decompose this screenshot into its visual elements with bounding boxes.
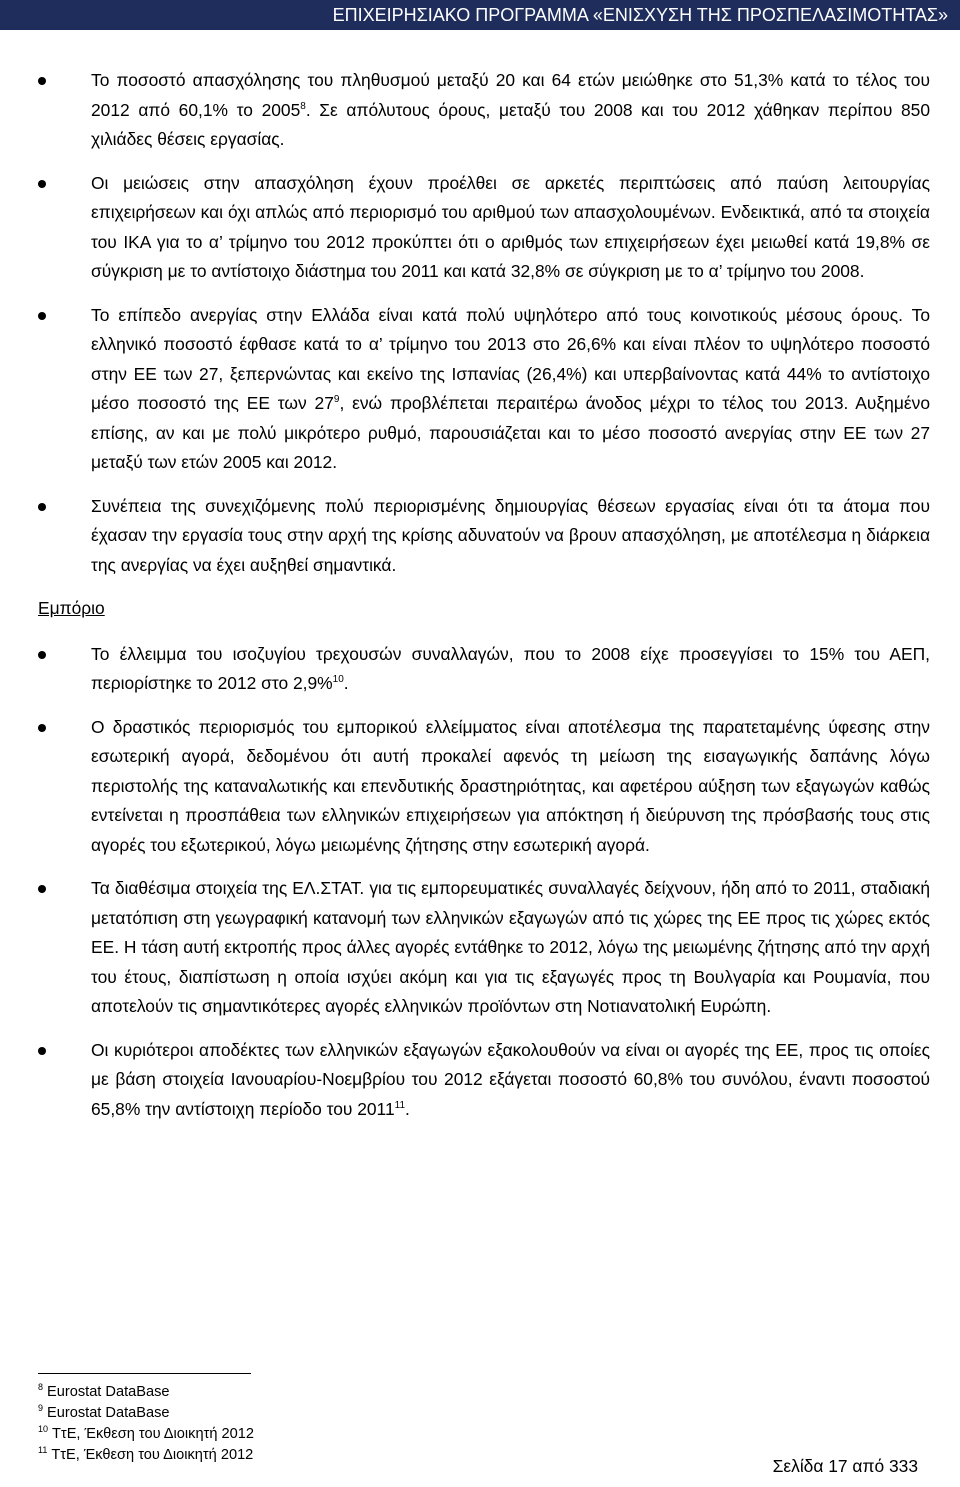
footnote-number: 9 <box>38 1403 44 1414</box>
bullet-icon <box>38 885 46 893</box>
bullet-icon <box>38 503 46 511</box>
bullet-icon <box>38 1047 46 1055</box>
trade-bullet-list <box>38 640 930 1125</box>
list-item <box>38 301 930 478</box>
list-item <box>38 169 930 287</box>
footnote <box>38 1424 254 1445</box>
paragraph-text: Το ποσοστό απασχόλησης του πληθυσμού μεταξύ 20 και 64 ετών μειώθηκε στο 51,3% κατά το τέλος του 2012 από 60,1% το 2005 <box>91 70 930 120</box>
bullet-icon <box>38 312 46 320</box>
document-header <box>0 0 960 30</box>
document-body <box>38 66 930 1138</box>
list-item <box>38 874 930 1022</box>
paragraph-text: . <box>343 673 349 693</box>
footnote-ref[interactable]: 11 <box>394 1099 406 1111</box>
footnote-text: Eurostat DataBase <box>47 1384 170 1400</box>
list-item <box>38 66 930 155</box>
paragraph-text: . Σε απόλυτους όρους, μεταξύ του 2008 και του 2012 χάθηκαν περίπου 850 χιλιάδες θέσεις εργασίας. <box>91 99 930 149</box>
list-item <box>38 640 930 699</box>
paragraph-text: Τα διαθέσιμα στοιχεία της ΕΛ.ΣΤΑΤ. για τις εμπορευματικές συναλλαγές δείχνουν, ήδη από το 2011, σταδιακή μετατόπιση στη γεωγραφική κατανομή των ελληνικών εξαγωγών από τις χώρες της ΕΕ προς τις χώρες εκτός ΕΕ. Η τάση αυτή εκτροπής προς άλλες αγορές εντάθηκε το 2012, λόγω της μειωμένης ζήτησης από την αρχή του έτους, διαπίστωση η οποία ισχύει ακόμη και για τις εξαγωγές προς τη Βουλγαρία και Ρουμανία, που αποτελούν τις σημαντικότερες αγορές ελληνικών προϊόντων στη Νοτιανατολική Ευρώπη. <box>91 878 930 1016</box>
list-item <box>38 1036 930 1125</box>
footnote <box>38 1445 254 1466</box>
paragraph-text: Ο δραστικός περιορισμός του εμπορικού ελλείμματος είναι αποτέλεσμα της παρατεταμένης ύφεσης στην εσωτερική αγορά, δεδομένου ότι αυτή προκαλεί αφενός τη μείωση της εισαγωγικής δαπάνης λόγω περιστολής της καταναλωτικής και επενδυτικής δραστηριότητας, και αφετέρου αύξηση των εξαγωγών καθώς εντείνεται η προσπάθεια των ελληνικών επιχειρήσεων για απόκτηση ή διεύρυνση της πρόσβασής τους στις αγορές του εξωτερικού, λόγω μειωμένης ζήτησης στην εσωτερική αγορά. <box>91 716 930 855</box>
paragraph-text: Το έλλειμμα του ισοζυγίου τρεχουσών συναλλαγών, που το 2008 είχε προσεγγίσει το 15% του ΑΕΠ, περιορίστηκε το 2012 στο 2,9% <box>91 643 930 693</box>
footnote-text: ΤτΕ, Έκθεση του Διοικητή 2012 <box>51 1447 254 1463</box>
paragraph-text: Συνέπεια της συνεχιζόμενης πολύ περιορισμένης δημιουργίας θέσεων εργασίας είναι ότι τα άτομα που έχασαν την εργασία τους στην αρχή της κρίσης αδυνατούν να βρουν απασχόληση, με αποτέλεσμα η διάρκεια της ανεργίας να έχει αυξηθεί σημαντικά. <box>91 495 930 575</box>
section-heading-trade: Εμπόριο <box>38 598 105 618</box>
paragraph-text: , ενώ προβλέπεται περαιτέρω άνοδος μέχρι το τέλος του 2013. Αυξημένο επίσης, αν και με πολύ μικρότερο ρυθμό, παρουσιάζεται και το μέσο ποσοστό ανεργίας στην ΕΕ των 27 μεταξύ των ετών 2005 και 2012. <box>91 393 930 472</box>
footnote-number: 10 <box>38 1424 49 1435</box>
footnote <box>38 1403 254 1424</box>
footnote-ref[interactable]: 9 <box>333 394 340 406</box>
footnotes <box>38 1382 254 1466</box>
bullet-icon <box>38 724 46 732</box>
list-item <box>38 492 930 581</box>
footnote <box>38 1382 254 1403</box>
employment-bullet-list <box>38 66 930 580</box>
footnote-divider <box>38 1373 251 1374</box>
list-item <box>38 713 930 861</box>
footnote-text: Eurostat DataBase <box>47 1405 170 1421</box>
page-number: Σελίδα 17 από 333 <box>772 1456 918 1476</box>
footnote-text: ΤτΕ, Έκθεση του Διοικητή 2012 <box>52 1426 254 1442</box>
paragraph-text: Οι κυριότεροι αποδέκτες των ελληνικών εξαγωγών εξακολουθούν να είναι οι αγορές της ΕΕ, προς τις οποίες με βάση στοιχεία Ιανουαρίου-Νοεμβρίου του 2012 εξάγεται ποσοστό 60,8% του συνόλου, έναντι ποσοστού 65,8% την αντίστοιχη περίοδο του 2011 <box>91 1039 930 1119</box>
paragraph-text: Το επίπεδο ανεργίας στην Ελλάδα είναι κατά πολύ υψηλότερο από τους κοινοτικούς μέσους όρους. Το ελληνικό ποσοστό έφθασε κατά το α’ τρίμηνο του 2013 στο 26,6% και είναι πλέον το υψηλότερο ποσοστό στην ΕΕ των 27, ξεπερνώντας και εκείνο της Ισπανίας (26,4%) και υπερβαίνοντας κατά 44% το αντίστοιχο μέσο ποσοστό της ΕΕ των 27 <box>91 304 930 413</box>
paragraph-text: Οι μειώσεις στην απασχόληση έχουν προέλθει σε αρκετές περιπτώσεις από παύση λειτουργίας επιχειρήσεων και όχι απλώς από περιορισμό του αριθμού των απασχολουμένων. Ενδεικτικά, από τα στοιχεία του ΙΚΑ για το α’ τρίμηνο του 2012 προκύπτει ότι ο αριθμός των επιχειρήσεων έχει μειωθεί κατά 19,8% σε σύγκριση με το αντίστοιχο διάστημα του 2011 και κατά 32,8% σε σύγκριση με το α’ τρίμηνο του 2008. <box>91 172 930 281</box>
bullet-icon <box>38 77 46 85</box>
footnote-ref[interactable]: 10 <box>332 674 344 686</box>
bullet-icon <box>38 651 46 659</box>
footnote-number: 8 <box>38 1382 44 1393</box>
footnote-ref[interactable]: 8 <box>300 100 306 112</box>
header-title: ΕΠΙΧΕΙΡΗΣΙΑΚΟ ΠΡΟΓΡΑΜΜΑ «ΕΝΙΣΧΥΣΗ ΤΗΣ ΠΡΟΣΠΕΛΑΣΙΜΟΤΗΤΑΣ» <box>332 5 948 25</box>
bullet-icon <box>38 180 46 188</box>
footnote-number: 11 <box>38 1445 48 1456</box>
paragraph-text: . <box>405 1098 410 1119</box>
